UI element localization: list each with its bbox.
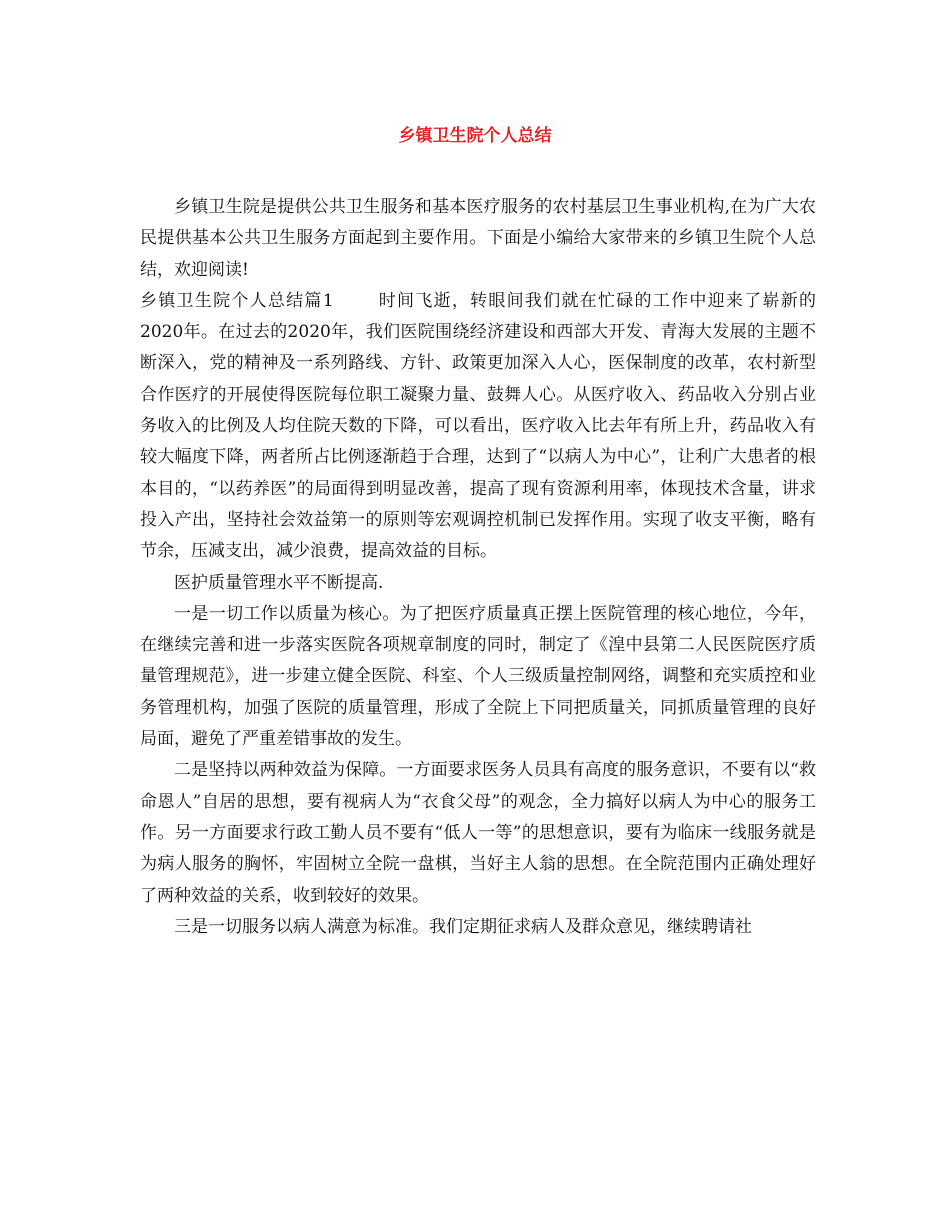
- body-paragraph-service: 三是一切服务以病人满意为标准。我们定期征求病人及群众意见，继续聘请社: [174, 916, 752, 937]
- subheading-paragraph: 医护质量管理水平不断提高.: [174, 572, 384, 593]
- section-heading: 乡镇卫生院个人总结篇1: [140, 290, 334, 311]
- body-paragraph-quality: 一是一切工作以质量为核心。为了把医疗质量真正摆上医院管理的核心地位，今年，在继续完善和进一步落实医院各项规章制度的同时，制定了《湟中县第二人民医院医疗质量管理规范》，进一步建立健全医院、科室、个人三级质量控制网络，调整和充实质控和业务管理机构，加强了医院的质量管理，形成了全院上下同把质量关，同抓质量管理的良好局面，避免了严重差错事故的发生。: [140, 603, 816, 750]
- document-title: 乡镇卫生院个人总结: [398, 126, 552, 146]
- section-paragraph: [140, 286, 816, 568]
- body-paragraph-benefits: 二是坚持以两种效益为保障。一方面要求医务人员具有高度的服务意识，不要有以“救命恩人”自居的思想，要有视病人为“衣食父母”的观念，全力搞好以病人为中心的服务工作。另一方面要求行政工勤人员不要有“低人一等”的思想意识，要有为临床一线服务就是为病人服务的胸怀，牢固树立全院一盘棋，当好主人翁的思想。在全院范围内正确处理好了两种效益的关系，收到较好的效果。: [140, 760, 816, 906]
- document-body: [140, 192, 816, 943]
- intro-paragraph: 乡镇卫生院是提供公共卫生服务和基本医疗服务的农村基层卫生事业机构,在为广大农民提供基本公共卫生服务方面起到主要作用。下面是小编给大家带来的乡镇卫生院个人总结，欢迎阅读!: [140, 197, 816, 280]
- section-body-text: 时间飞逝，转眼间我们就在忙碌的工作中迎来了崭新的2020年。在过去的2020年，我们医院围绕经济建设和西部大开发、青海大发展的主题不断深入，党的精神及一系列路线、方针、政策更加深入人心，医保制度的改革，农村新型合作医疗的开展使得医院每位职工凝聚力量、鼓舞人心。从医疗收入、药品收入分别占业务收入的比例及人均住院天数的下降，可以看出，医疗收入比去年有所上升，药品收入有较大幅度下降，两者所占比例逐渐趋于合理，达到了“以病人为中心”，让利广大患者的根本目的，“以药养医”的局面得到明显改善，提高了现有资源利用率，体现技术含量，讲求投入产出，坚持社会效益第一的原则等宏观调控机制已发挥作用。实现了收支平衡，略有节余，压减支出，减少浪费，提高效益的目标。: [140, 290, 816, 562]
